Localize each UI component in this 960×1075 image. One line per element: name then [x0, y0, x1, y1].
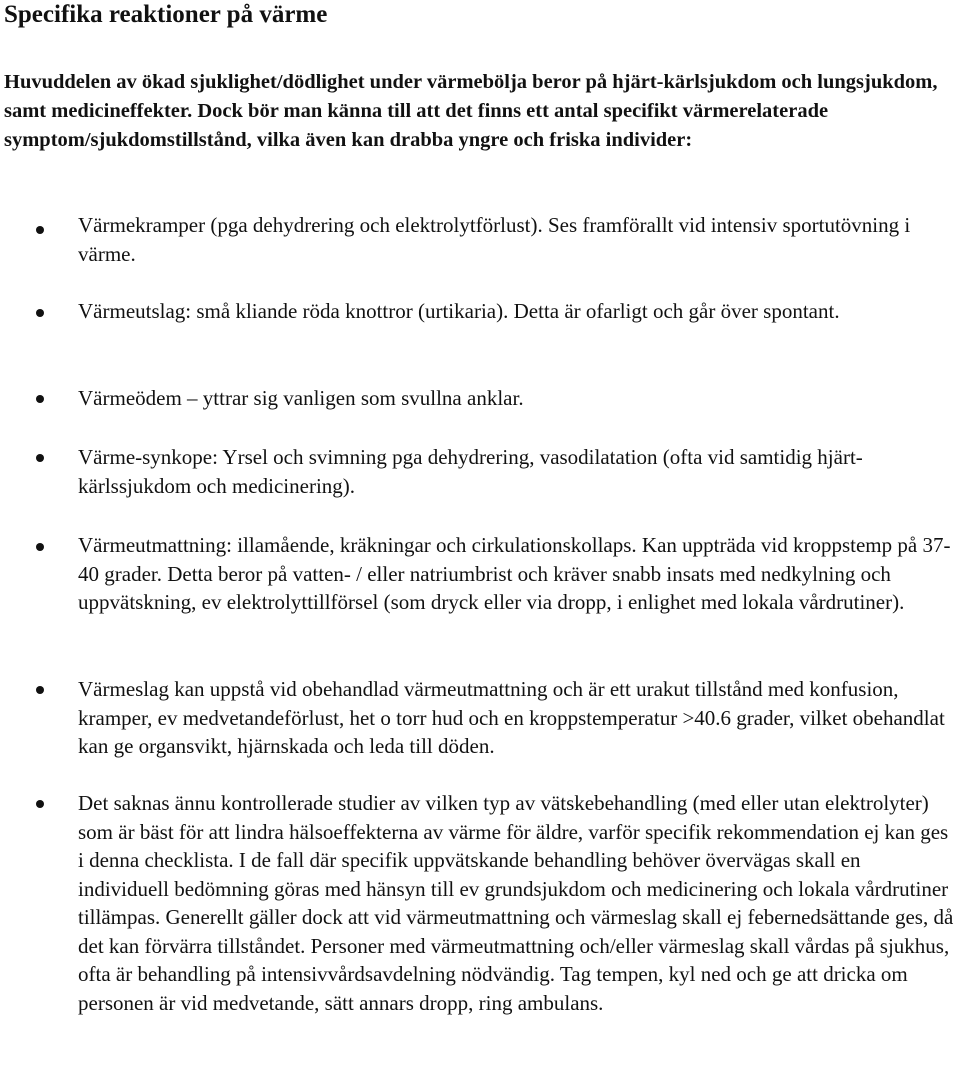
list-item-varmeutslag: Värmeutslag: små kliande röda knottror (urtikaria). Detta är ofarligt och går över spontant.	[78, 299, 840, 323]
list-item-varmekramper: Värmekramper (pga dehydrering och elektrolytförlust). Ses framförallt vid intensiv sportutövning i värme.	[78, 213, 911, 266]
list-item-varme-synkope: Värme-synkope: Yrsel och svimning pga dehydrering, vasodilatation (ofta vid samtidig hjärt-kärlssjukdom och medicinering).	[78, 445, 863, 498]
bullet-icon	[36, 395, 44, 403]
bullet-icon	[36, 686, 44, 694]
bullet-icon	[36, 800, 44, 808]
list-item-varmeslag: Värmeslag kan uppstå vid obehandlad värmeutmattning och är ett urakut tillstånd med konfusion, kramper, ev medvetandeförlust, het o torr hud och en kroppstemperatur >40.6 grader, vilket obehandlat kan ge organsvikt, hjärnskada och leda till döden.	[78, 677, 945, 758]
bullet-icon	[36, 454, 44, 462]
list-item-varmeutmattning: Värmeutmattning: illamående, kräkningar och cirkulationskollaps. Kan uppträda vid kroppstemp på 37-40 grader. Detta beror på vatten- / eller natriumbrist och kräver snabb insats med nedkylning och uppvätskning, ev elektrolyttillförsel (som dryck eller via dropp, i enlighet med lokala vårdrutiner).	[78, 533, 951, 614]
bullet-icon	[36, 543, 44, 551]
list-item-vatskebehandling: Det saknas ännu kontrollerade studier av vilken typ av vätskebehandling (med eller utan elektrolyter) som är bäst för att lindra hälsoeffekterna av värme för äldre, varför specifik rekommendation ej kan ges i denna checklista. I de fall där specifik uppvätskande behandling behöver övervägas skall en individuell bedömning göras med hänsyn till ev grundsjukdom och medicinering och lokala vårdrutiner tillämpas. Generellt gäller dock att vid värmeutmattning och värmeslag skall ej febernedsättande ges, då det kan förvärra tillståndet. Personer med värmeutmattning och/eller värmeslag skall vårdas på sjukhus, ofta är behandling på intensivvårdsavdelning nödvändig. Tag tempen, kyl ned och ge att dricka om personen är vid medvetande, sätt annars dropp, ring ambulans.	[78, 791, 954, 1015]
intro-paragraph: Huvuddelen av ökad sjuklighet/dödlighet under värmebölja beror på hjärt-kärlsjukdom och lungsjukdom, samt medicineffekter. Dock bör man känna till att det finns ett antal specifikt värmerelaterade symptom/sjukdomstillstånd, vilka även kan drabba yngre och friska individer:	[4, 71, 938, 151]
bullet-icon	[36, 309, 44, 317]
page-title: Specifika reaktioner på värme	[4, 1, 328, 28]
bullet-icon	[36, 226, 44, 234]
list-item-varmeodem: Värmeödem – yttrar sig vanligen som svullna anklar.	[78, 386, 524, 410]
